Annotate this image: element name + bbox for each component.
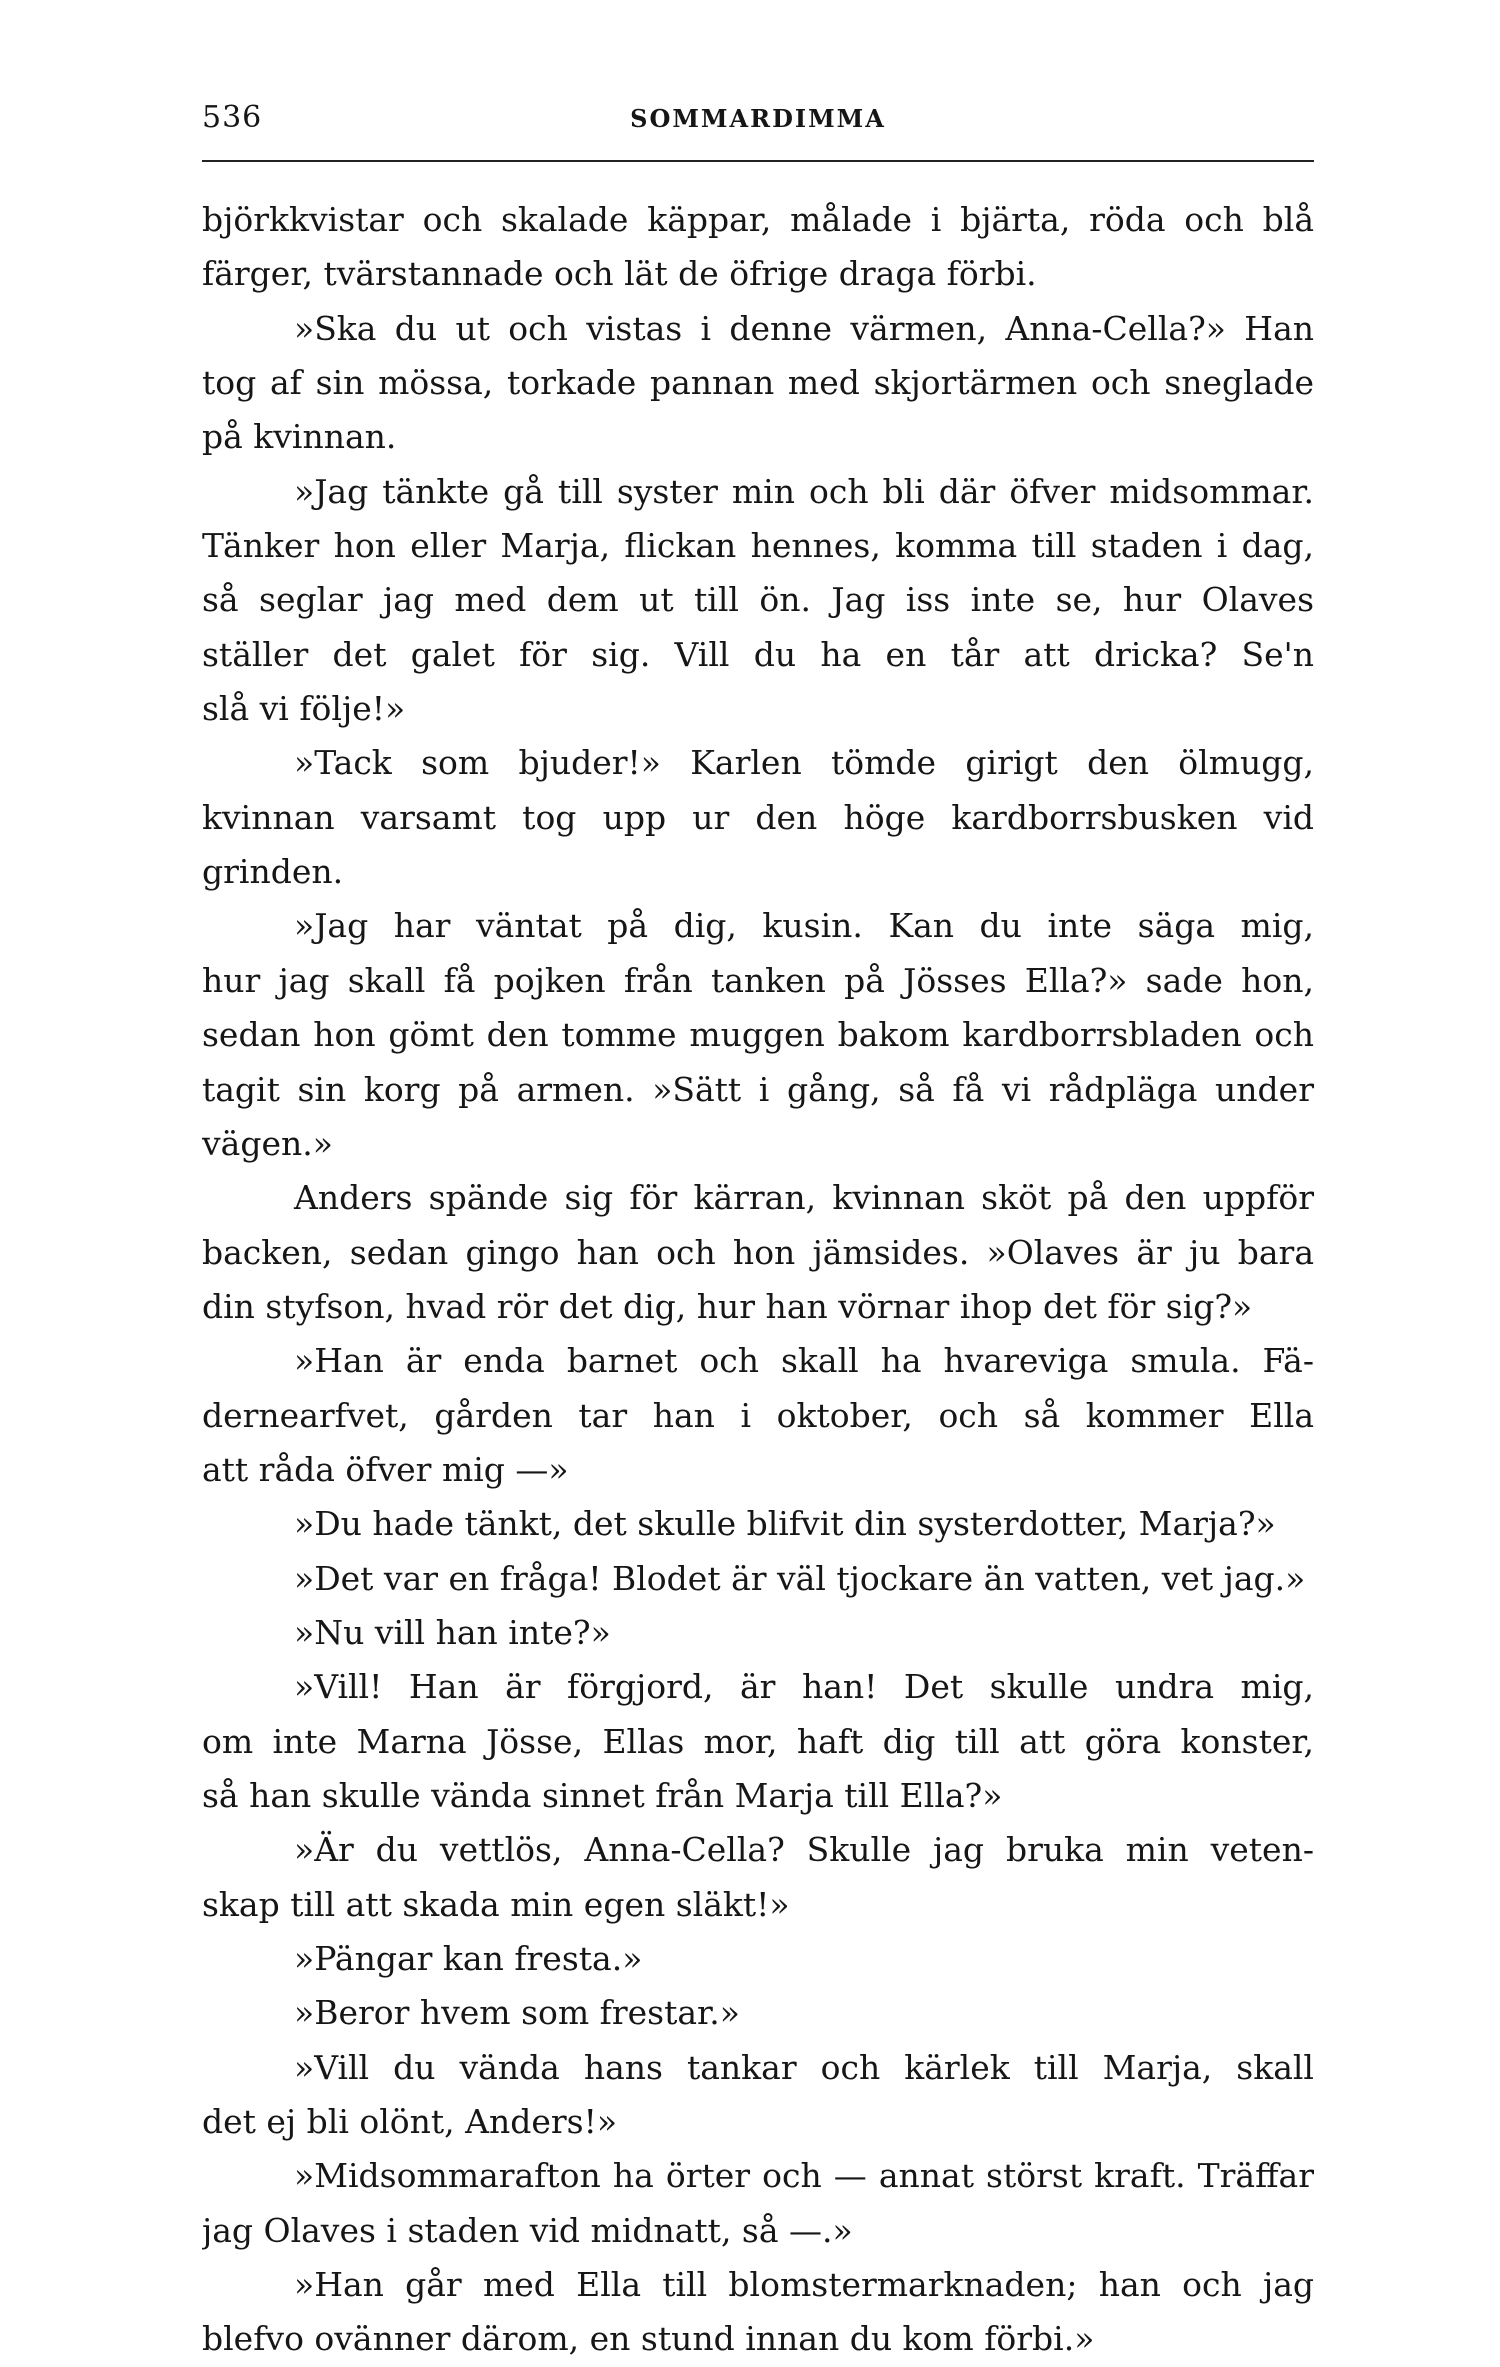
text-line: dernearfvet, gården tar han i oktober, och så kommer Ella (202, 1395, 1314, 1435)
text-line: jag Olaves i staden vid midnatt, så —.» (202, 2210, 853, 2250)
text-line: »Du hade tänkt, det skulle blifvit din systerdotter, Marja?» (294, 1504, 1276, 1544)
text-line: »Vill! Han är förgjord, är han! Det skulle undra mig, (294, 1667, 1314, 1707)
text-line: färger, tvärstannade och lät de öfrige draga förbi. (202, 254, 1037, 294)
running-head: SOMMARDIMMA (630, 104, 886, 133)
text-line: tagit sin korg på armen. »Sätt i gång, så få vi rådpläga under (202, 1069, 1314, 1109)
text-line: så seglar jag med dem ut till ön. Jag iss inte se, hur Olaves (202, 580, 1314, 620)
text-line: slå vi följe!» (202, 689, 406, 729)
text-line: »Pängar kan fresta.» (294, 1939, 643, 1978)
text-line: Anders spände sig för kärran, kvinnan sköt på den uppför (294, 1178, 1314, 1218)
text-line: »Tack som bjuder!» Karlen tömde girigt den ölmugg, (294, 743, 1314, 783)
text-line: tog af sin mössa, torkade pannan med skjortärmen och sneglade (202, 363, 1314, 403)
text-line: blefvo ovänner därom, en stund innan du kom förbi.» (202, 2319, 1095, 2359)
text-line: björkkvistar och skalade käppar, målade i bjärta, röda och blå (202, 200, 1314, 239)
text-line: skap till att skada min egen släkt!» (202, 1884, 790, 1924)
text-line: hur jag skall få pojken från tanken på Jösses Ella?» sade hon, (202, 960, 1314, 1000)
text-line: backen, sedan gingo han och hon jämsides. »Olaves är ju bara (202, 1232, 1314, 1272)
header-rule (202, 160, 1314, 162)
text-line: sedan hon gömt den tomme muggen bakom kardborrsbladen och (202, 1015, 1314, 1055)
text-line: »Han går med Ella till blomstermarknaden; han och jag (294, 2265, 1314, 2305)
text-line: »Beror hvem som frestar.» (294, 1993, 740, 2033)
text-line: på kvinnan. (202, 417, 397, 457)
text-line: det ej bli olönt, Anders!» (202, 2102, 618, 2142)
text-line: »Jag har väntat på dig, kusin. Kan du inte säga mig, (294, 906, 1314, 946)
text-line: »Han är enda barnet och skall ha hvareviga smula. Fä- (294, 1341, 1314, 1381)
text-line: om inte Marna Jösse, Ellas mor, haft dig till att göra konster, (202, 1721, 1314, 1761)
text-line: vägen.» (202, 1123, 333, 1163)
text-line: »Ska du ut och vistas i denne värmen, Anna-Cella?» Han (294, 308, 1314, 348)
page-number: 536 (202, 100, 263, 135)
text-line: din styfson, hvad rör det dig, hur han vörnar ihop det för sig?» (202, 1286, 1253, 1326)
text-line: Tänker hon eller Marja, flickan hennes, komma till staden i dag, (202, 526, 1314, 566)
text-line: »Jag tänkte gå till syster min och bli där öfver midsommar. (294, 471, 1314, 511)
text-line: ställer det galet för sig. Vill du ha en tår att dricka? Se'n (202, 634, 1314, 674)
body-text (202, 193, 1314, 2367)
text-line: »Är du vettlös, Anna-Cella? Skulle jag bruka min veten- (294, 1830, 1314, 1870)
text-line: kvinnan varsamt tog upp ur den höge kardborrsbusken vid (202, 797, 1314, 837)
text-line: att råda öfver mig —» (202, 1449, 569, 1489)
text-line: »Det var en fråga! Blodet är väl tjockare än vatten, vet jag.» (294, 1558, 1306, 1598)
text-line: grinden. (202, 852, 344, 892)
text-line: »Vill du vända hans tankar och kärlek till Marja, skall (294, 2047, 1314, 2087)
text-line: så han skulle vända sinnet från Marja till Ella?» (202, 1775, 1003, 1815)
page-header (202, 100, 1314, 144)
text-line: »Midsommarafton ha örter och — annat störst kraft. Träffar (294, 2156, 1314, 2196)
text-line: »Nu vill han inte?» (294, 1612, 611, 1652)
